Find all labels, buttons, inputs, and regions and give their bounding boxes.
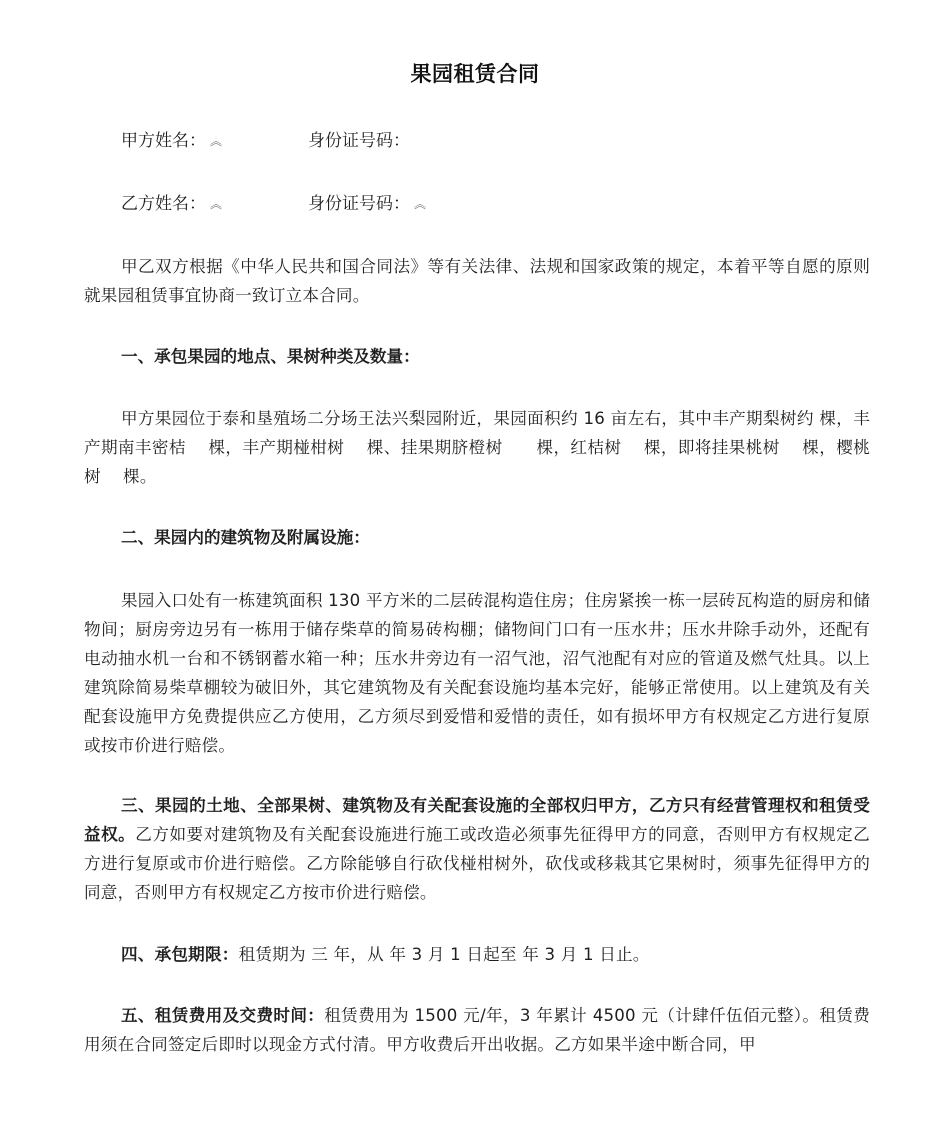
section1-body: 甲方果园位于泰和垦殖场二分场王法兴梨园附近，果园面积约 16 亩左右，其中丰产期梨树约 棵，丰产期南丰密桔 棵，丰产期椪柑树 棵、挂果期脐橙树 棵，红桔树 棵，即将挂果桃树 棵，樱桃树 棵。: [84, 409, 870, 486]
blank-mark-icon: ︽: [210, 197, 223, 211]
section2-heading: 二、果园内的建筑物及附属设施：: [121, 528, 370, 547]
section5-heading: 五、租赁费用及交费时间：: [121, 1006, 325, 1025]
section3-body: 乙方如要对建筑物及有关配套设施进行施工或改造必须事先征得甲方的同意，否则甲方有权规定乙方进行复原或市价进行赔偿。乙方除能够自行砍伐椪柑树外，砍伐或移栽其它果树时，须事先征得甲方的同意，否则甲方有权规定乙方按市价进行赔偿。: [84, 825, 870, 902]
section4-body: 租赁期为 三 年，从 年 3 月 1 日起至 年 3 月 1 日止。: [238, 945, 650, 964]
party-b-name-field: [121, 192, 222, 216]
section5-body: 租赁费用为 1500 元/年，3 年累计 4500 元（计肆仟伍佰元整）。租赁费用须在合同签定后即时以现金方式付清。甲方收费后开出收据。乙方如果半途中断合同，甲: [84, 1006, 870, 1054]
party-b-id-label: 身份证号码：: [308, 194, 410, 214]
party-b-id-field: [308, 192, 426, 216]
blank-mark-icon: ︽: [210, 134, 223, 148]
page-title: 果园租赁合同: [410, 62, 540, 86]
section1-heading: 一、承包果园的地点、果树种类及数量：: [121, 347, 420, 366]
section4-heading: 四、承包期限：: [121, 945, 239, 964]
blank-mark-icon: ︽: [414, 197, 427, 211]
party-b-name-label: 乙方姓名：: [121, 194, 206, 214]
party-a-id-label: 身份证号码：: [308, 131, 410, 151]
section3-heading: 三、果园的土地、全部果树、建筑物及有关配套设施的全部权归甲方，乙方只有经营管理权和租赁受益权。: [84, 796, 870, 844]
section5-paragraph: [84, 1001, 870, 1059]
party-a-name-field: [121, 129, 222, 153]
intro-paragraph: 甲乙双方根据《中华人民共和国合同法》等有关法律、法规和国家政策的规定，本着平等自愿的原则就果园租赁事宜协商一致订立本合同。: [84, 257, 870, 305]
section4-paragraph: [84, 940, 870, 969]
party-a-name-label: 甲方姓名：: [121, 131, 206, 151]
section2-body: 果园入口处有一栋建筑面积 130 平方米的二层砖混构造住房；住房紧挨一栋一层砖瓦构造的厨房和储物间；厨房旁边另有一栋用于储存柴草的简易砖构棚；储物间门口有一压水井；压水井除手动外，还配有电动抽水机一台和不锈钢蓄水箱一种；压水井旁边有一沼气池，沼气池配有对应的管道及燃气灶具。以上建筑除简易柴草棚较为破旧外，其它建筑物及有关配套设施均基本完好，能够正常使用。以上建筑及有关配套设施甲方免费提供应乙方使用，乙方须尽到爱惜和爱惜的责任，如有损坏甲方有权规定乙方进行复原或按市价进行赔偿。: [84, 591, 870, 755]
section3-paragraph: [84, 791, 870, 907]
